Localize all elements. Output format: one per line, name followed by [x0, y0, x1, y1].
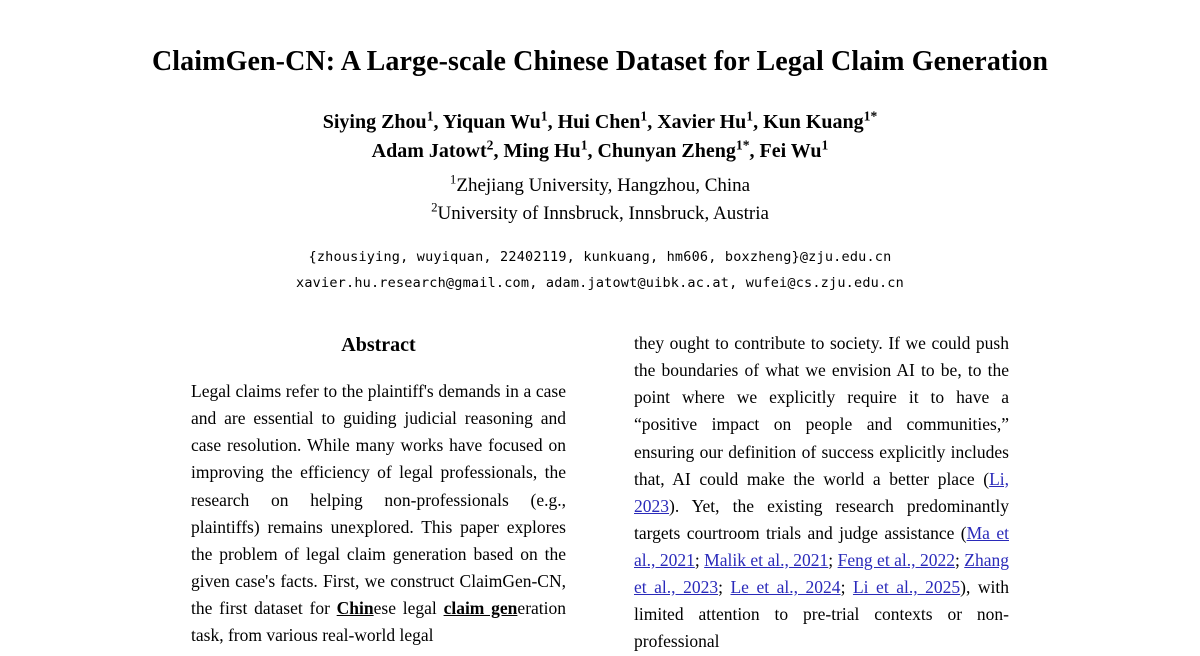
introduction-paragraph: they ought to contribute to society. If we could push the boundaries of what we envision AI to be, to the point where we explicitly require it to have a “positive impact on people and communities,” ensuring our definition of success explicitly includes that, AI could make the world a better place (Li, 2023). Yet, the existing research predominantly targets courtroom trials and judge assistance (Ma et al., 2021; Malik et al., 2021; Feng et al., 2022; Zhang et al., 2023; Le et al., 2024; Li et al., 2025), with limited attention to pre-trial contexts or non-professional: [634, 333, 1009, 652]
page-title: ClaimGen-CN: A Large-scale Chinese Dataset for Legal Claim Generation: [151, 46, 1049, 77]
abstract-column: [191, 330, 566, 656]
abstract-body: [191, 378, 566, 649]
affiliation-block: [0, 172, 1200, 227]
two-column-body: [0, 330, 1200, 656]
citation-link[interactable]: Zhang et al., 2023: [634, 550, 1009, 598]
citation-link[interactable]: Li et al., 2025: [852, 577, 961, 598]
affiliation-1: $^1$Zhejiang University, Hangzhou, China: [449, 171, 751, 196]
citation-link[interactable]: Le et al., 2024: [730, 577, 841, 598]
abstract-heading: Abstract: [341, 334, 416, 356]
introduction-body: [634, 330, 1009, 656]
abstract-paragraph: Legal claims refer to the plaintiff's demands in a case and are essential to guiding judicial reasoning and case resolution. While many works have focused on improving the efficiency of legal professionals, the research on helping non-professionals (e.g., plaintiffs) remains unexplored. This paper explores the problem of legal claim generation based on the given case's facts. First, we construct ClaimGen-CN, the first dataset for Chinese legal claim generation task, from various real-world legal: [191, 381, 567, 646]
email-line-2: xavier.hu.research@gmail.com, adam.jatowt@uibk.ac.at, wufei@cs.zju.edu.cn: [296, 274, 904, 291]
affiliation-2: $^2$University of Innsbruck, Innsbruck, Austria: [431, 199, 769, 224]
highlight-claim-gen: claim gen: [443, 598, 518, 618]
author-line-2: Adam Jatowt$^2$, Ming Hu$^1$, Chunyan Zheng$^{1*}$, Fei Wu$^1$: [371, 137, 829, 162]
citation-link[interactable]: Feng et al., 2022: [837, 550, 955, 570]
citation-link[interactable]: Li, 2023: [634, 468, 1009, 516]
author-list: [0, 108, 1200, 166]
email-block: [0, 245, 1200, 296]
citation-link[interactable]: Ma et al., 2021: [634, 522, 1009, 570]
author-line-1: Siying Zhou$^1$, Yiquan Wu$^1$, Hui Chen$^1$, Xavier Hu$^1$, Kun Kuang$^{1*}$: [322, 108, 878, 133]
introduction-column: [634, 330, 1009, 656]
citation-link[interactable]: Malik et al., 2021: [704, 550, 829, 570]
highlight-chinese: Chin: [336, 598, 374, 618]
email-line-1: {zhousiying, wuyiquan, 22402119, kunkuang, hm606, boxzheng}@zju.edu.cn: [308, 249, 892, 266]
paper-content: [0, 0, 1200, 296]
